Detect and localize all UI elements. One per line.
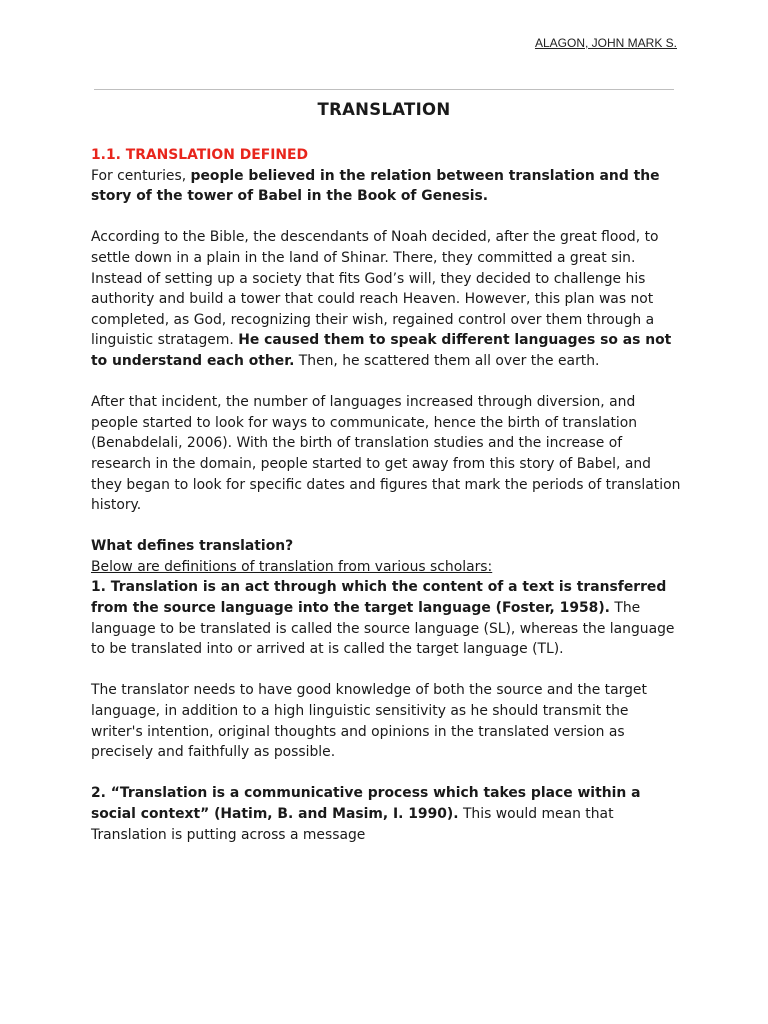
header-rule [94, 89, 674, 90]
definitions-intro-text: Below are definitions of translation from various scholars: [91, 558, 493, 575]
translator-paragraph: The translator needs to have good knowledge of both the source and the target language, in addition to a high linguistic sensitivity as he should transmit the writer's intention, original thoughts and opinions in the translated version as precisely and faithfully as possible. [91, 682, 647, 761]
intro-paragraph [91, 166, 681, 207]
definition-1-bold: 1. Translation is an act through which the content of a text is transferred from the source language into the target language (Foster, 1958). [91, 579, 667, 617]
definition-2-bold: 2. “Translation is a communicative process which takes place within a social context” (Hatim, B. and Masim, I. 1990). [91, 785, 641, 822]
definitions-subheading-text: What defines translation? [91, 538, 294, 555]
document-title: TRANSLATION [317, 100, 451, 119]
bible-bold-text: He caused them to speak different languages so as not to understand each other. [91, 332, 672, 369]
bible-text-end: Then, he scattered them all over the earth. [294, 352, 600, 369]
definition-1-text: The language to be translated is called the source language (SL), whereas the language to be translated into or arrived at is called the target language (TL). [91, 600, 675, 658]
definitions-subheading [91, 536, 681, 557]
bible-paragraph [91, 227, 681, 371]
intro-bold-text: people believed in the relation between translation and the story of the tower of Babel in the Book of Genesis. [91, 167, 660, 205]
definition-1 [91, 577, 681, 659]
author-name: ALAGON, JOHN MARK S. [534, 36, 677, 50]
section-heading: 1.1. TRANSLATION DEFINED [91, 147, 309, 163]
definition-2 [91, 783, 681, 845]
bible-text: According to the Bible, the descendants of Noah decided, after the great flood, to settle down in a plain in the land of Shinar. There, they committed a great sin. Instead of setting up a society that fits God’s will, they decided to challenge his authority and build a tower that could reach Heaven. However, this plan was not completed, as God, recognizing their wish, regained control over them through a linguistic stratagem. [91, 229, 659, 349]
definition-2-text: This would mean that Translation is putting across a message [91, 806, 614, 843]
definitions-intro [91, 557, 681, 578]
intro-text: For centuries, [91, 167, 191, 184]
document-body [91, 145, 681, 845]
history-paragraph: After that incident, the number of languages increased through diversion, and people started to look for ways to communicate, hence the birth of translation (Benabdelali, 2006). With the birth of translation studies and the increase of research in the domain, people started to get away from this story of Babel, and they began to look for specific dates and figures that mark the periods of translation history. [91, 394, 681, 514]
